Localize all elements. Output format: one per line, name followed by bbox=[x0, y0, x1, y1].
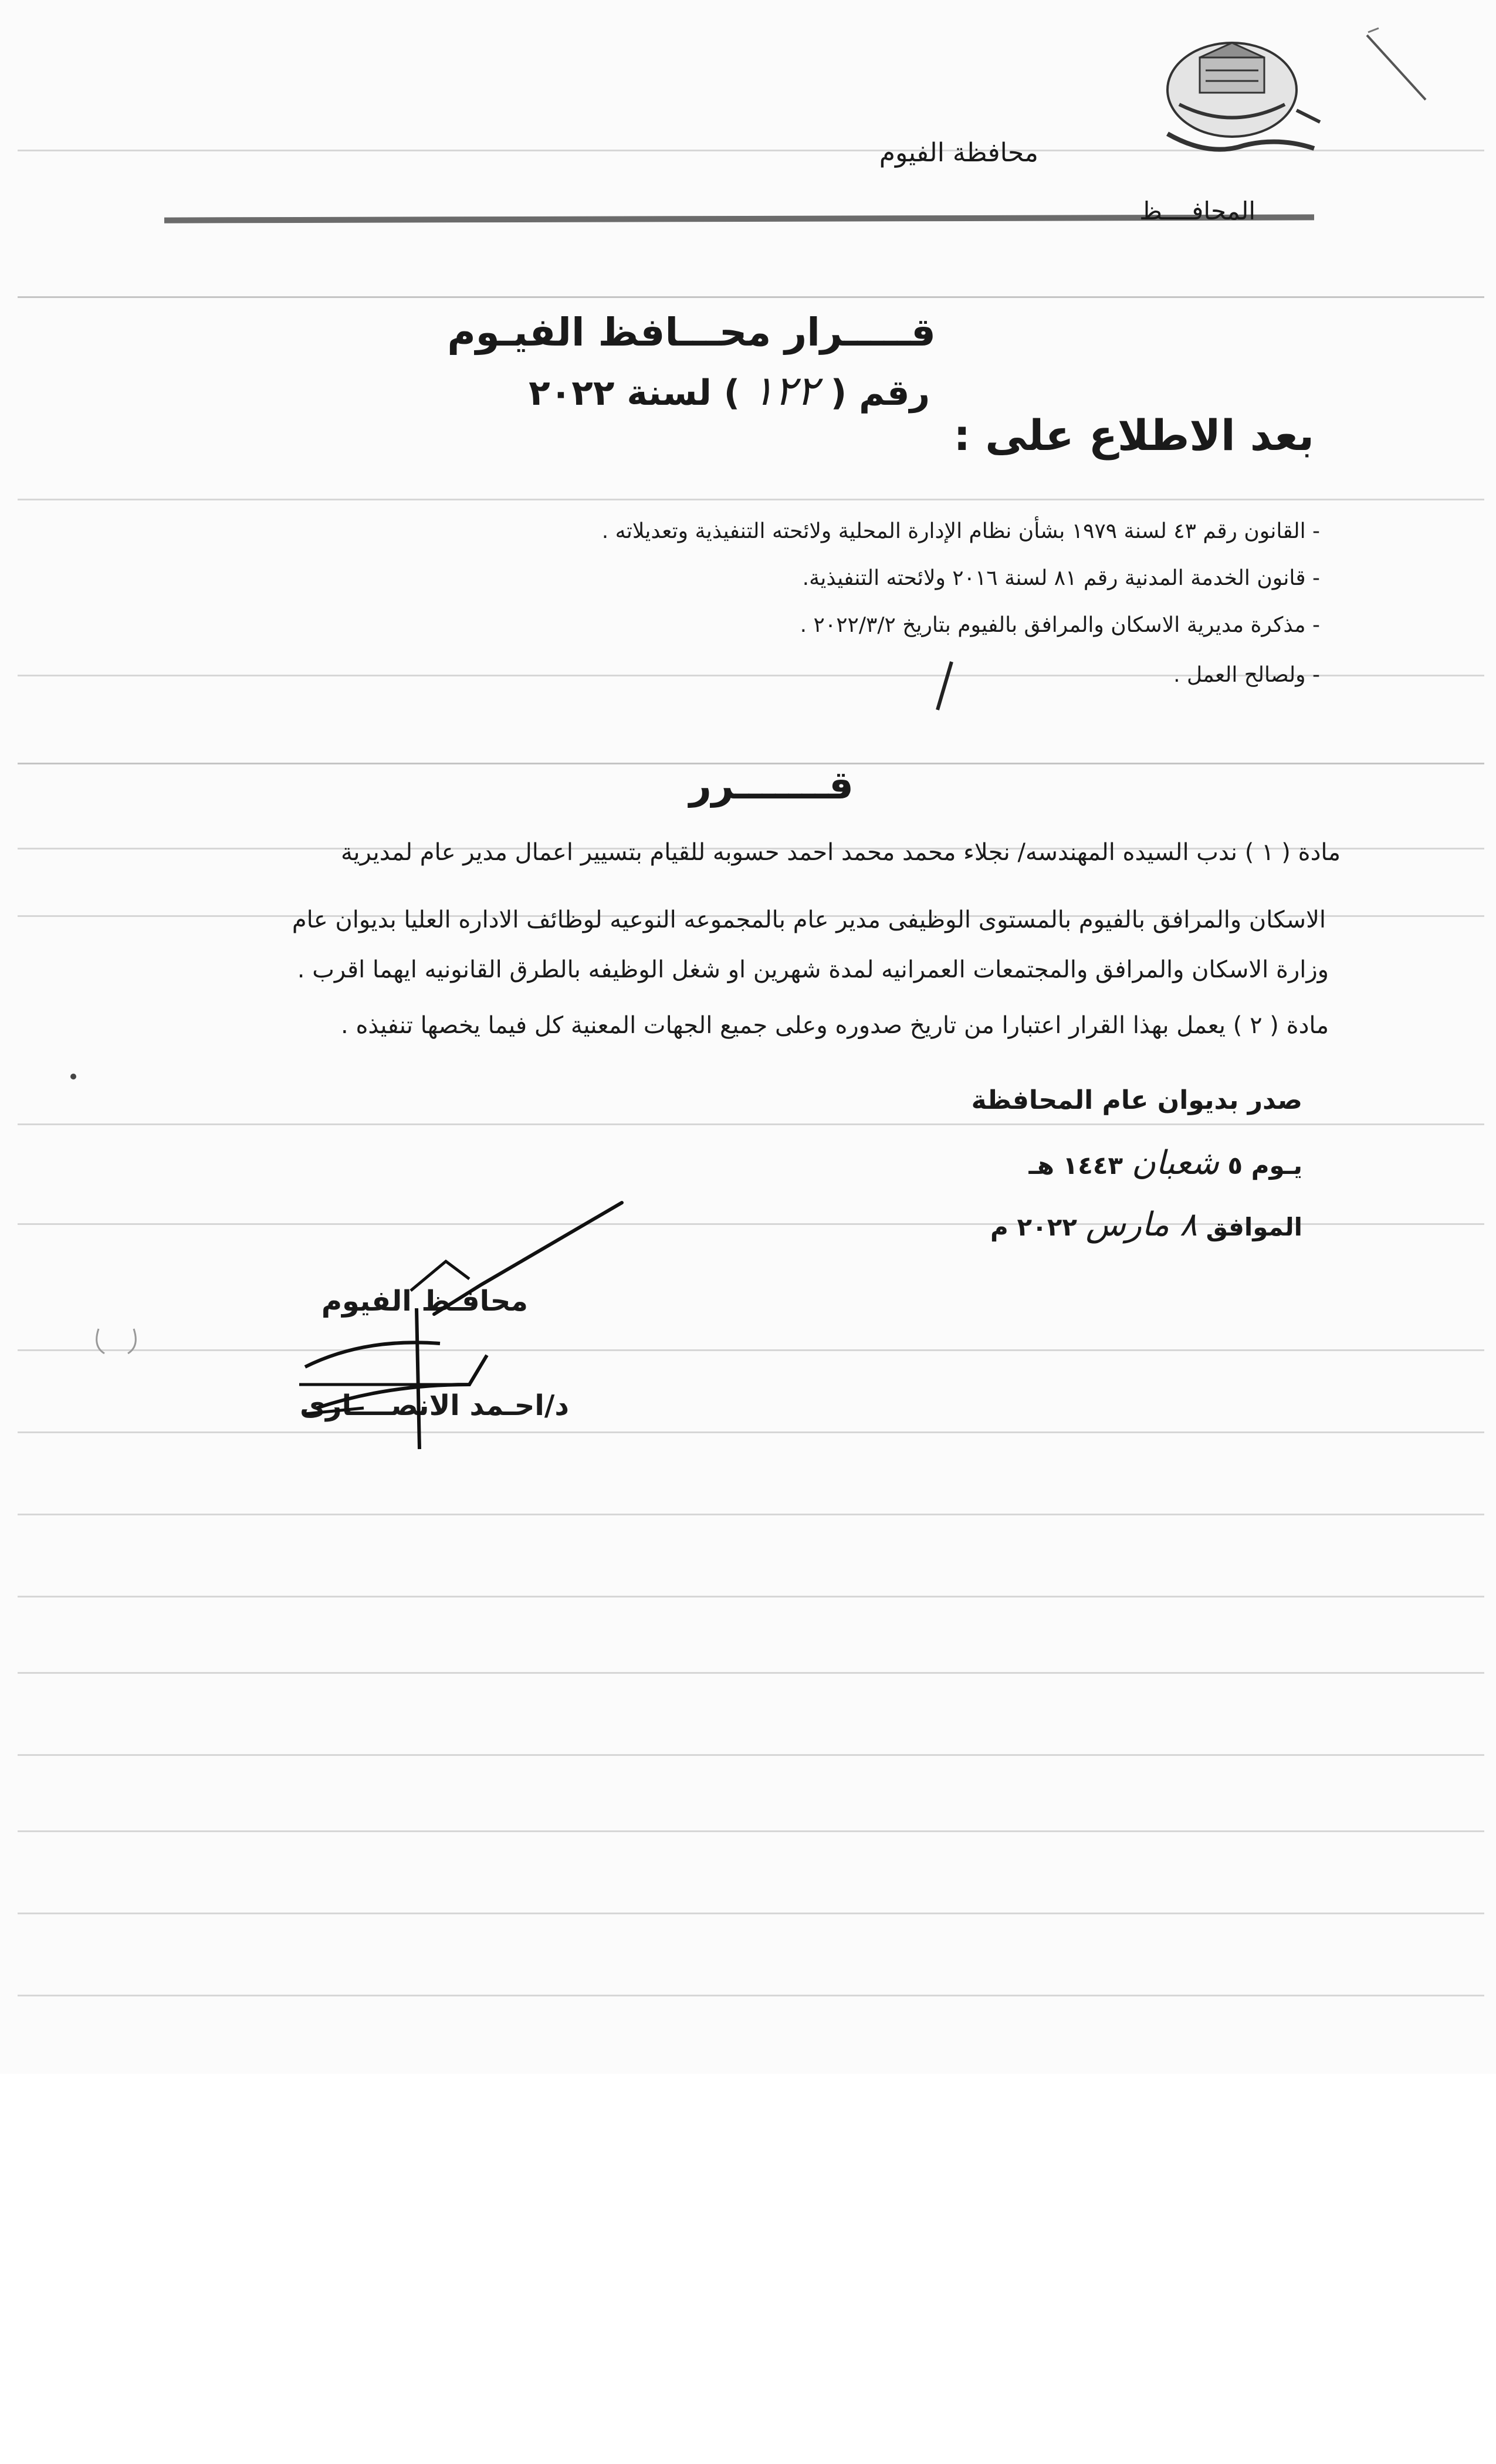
decree-number-suffix: ) لسنة ٢٠٢٢ bbox=[529, 373, 740, 414]
signatory-name: د/احـمد الانصــــارى bbox=[299, 1389, 569, 1422]
preamble-heading: بعد الاطلاع على : bbox=[953, 411, 1314, 460]
decision-line: مادة ( ٢ ) يعمل بهذا القرار اعتبارا من تاريخ صدوره وعلى جميع الجهات المعنية كل فيما يخصها تنفيذه . bbox=[341, 1012, 1329, 1039]
decree-number-handwritten: ١٢٢ bbox=[752, 367, 818, 415]
scan-mark-icon bbox=[1361, 23, 1431, 106]
hijri-date-suffix: ١٤٤٣ هـ bbox=[1028, 1151, 1123, 1180]
decision-line: الاسكان والمرافق بالفيوم بالمستوى الوظيفى مدير عام بالمجموعه النوعيه لوظائف الاداره العليا بديوان عام bbox=[292, 906, 1326, 933]
preamble-item: - ولصالح العمل . bbox=[1173, 663, 1320, 687]
decree-title: قـــــرار محـــافظ الفيـوم bbox=[447, 310, 936, 355]
gregorian-date-suffix: ٢٠٢٢ م bbox=[990, 1213, 1077, 1241]
decree-number-prefix: رقم ( bbox=[830, 373, 930, 414]
gregorian-date-handwritten: ٨ مارس bbox=[1085, 1206, 1197, 1244]
decision-line: مادة ( ١ ) ندب السيده المهندسه/ نجلاء محمد محمد احمد حسوبه للقيام بتسيير اعمال مدير عام لمديرية bbox=[340, 839, 1341, 866]
preamble-item: - مذكرة مديرية الاسكان والمرافق بالفيوم بتاريخ ٢٠٢٢/٣/٢ . bbox=[800, 613, 1320, 637]
signature-icon bbox=[293, 1191, 657, 1461]
margin-arc-icon bbox=[93, 1323, 140, 1358]
hijri-date-prefix: يـوم ٥ bbox=[1227, 1151, 1302, 1180]
governorate-logo-icon bbox=[1144, 34, 1326, 169]
gregorian-date bbox=[990, 1206, 1302, 1244]
issued-at: صدر بديوان عام المحافظة bbox=[971, 1085, 1302, 1115]
decision-heading: قـــــــرر bbox=[689, 763, 854, 808]
office-title: المحافــــظ bbox=[1139, 197, 1255, 225]
decision-line: وزارة الاسكان والمرافق والمجتمعات العمرانيه لمدة شهرين او شغل الوظيفه بالطرق القانونيه ايهما اقرب . bbox=[297, 956, 1329, 983]
decree-number bbox=[529, 367, 930, 415]
gregorian-date-prefix: الموافق bbox=[1206, 1213, 1302, 1241]
margin-mark bbox=[70, 1074, 76, 1079]
hijri-date bbox=[1029, 1144, 1302, 1182]
governorate-name: محافظة الفيوم bbox=[879, 138, 1038, 168]
pen-stroke-icon bbox=[933, 657, 956, 716]
hijri-month-handwritten: شعبان bbox=[1131, 1144, 1219, 1182]
signatory-title: محافـظ الفيوم bbox=[321, 1285, 528, 1318]
preamble-item: - قانون الخدمة المدنية رقم ٨١ لسنة ٢٠١٦ ولائحته التنفيذية. bbox=[802, 566, 1320, 590]
preamble-item: - القانون رقم ٤٣ لسنة ١٩٧٩ بشأن نظام الإدارة المحلية ولائحته التنفيذية وتعديلاته . bbox=[601, 519, 1320, 543]
